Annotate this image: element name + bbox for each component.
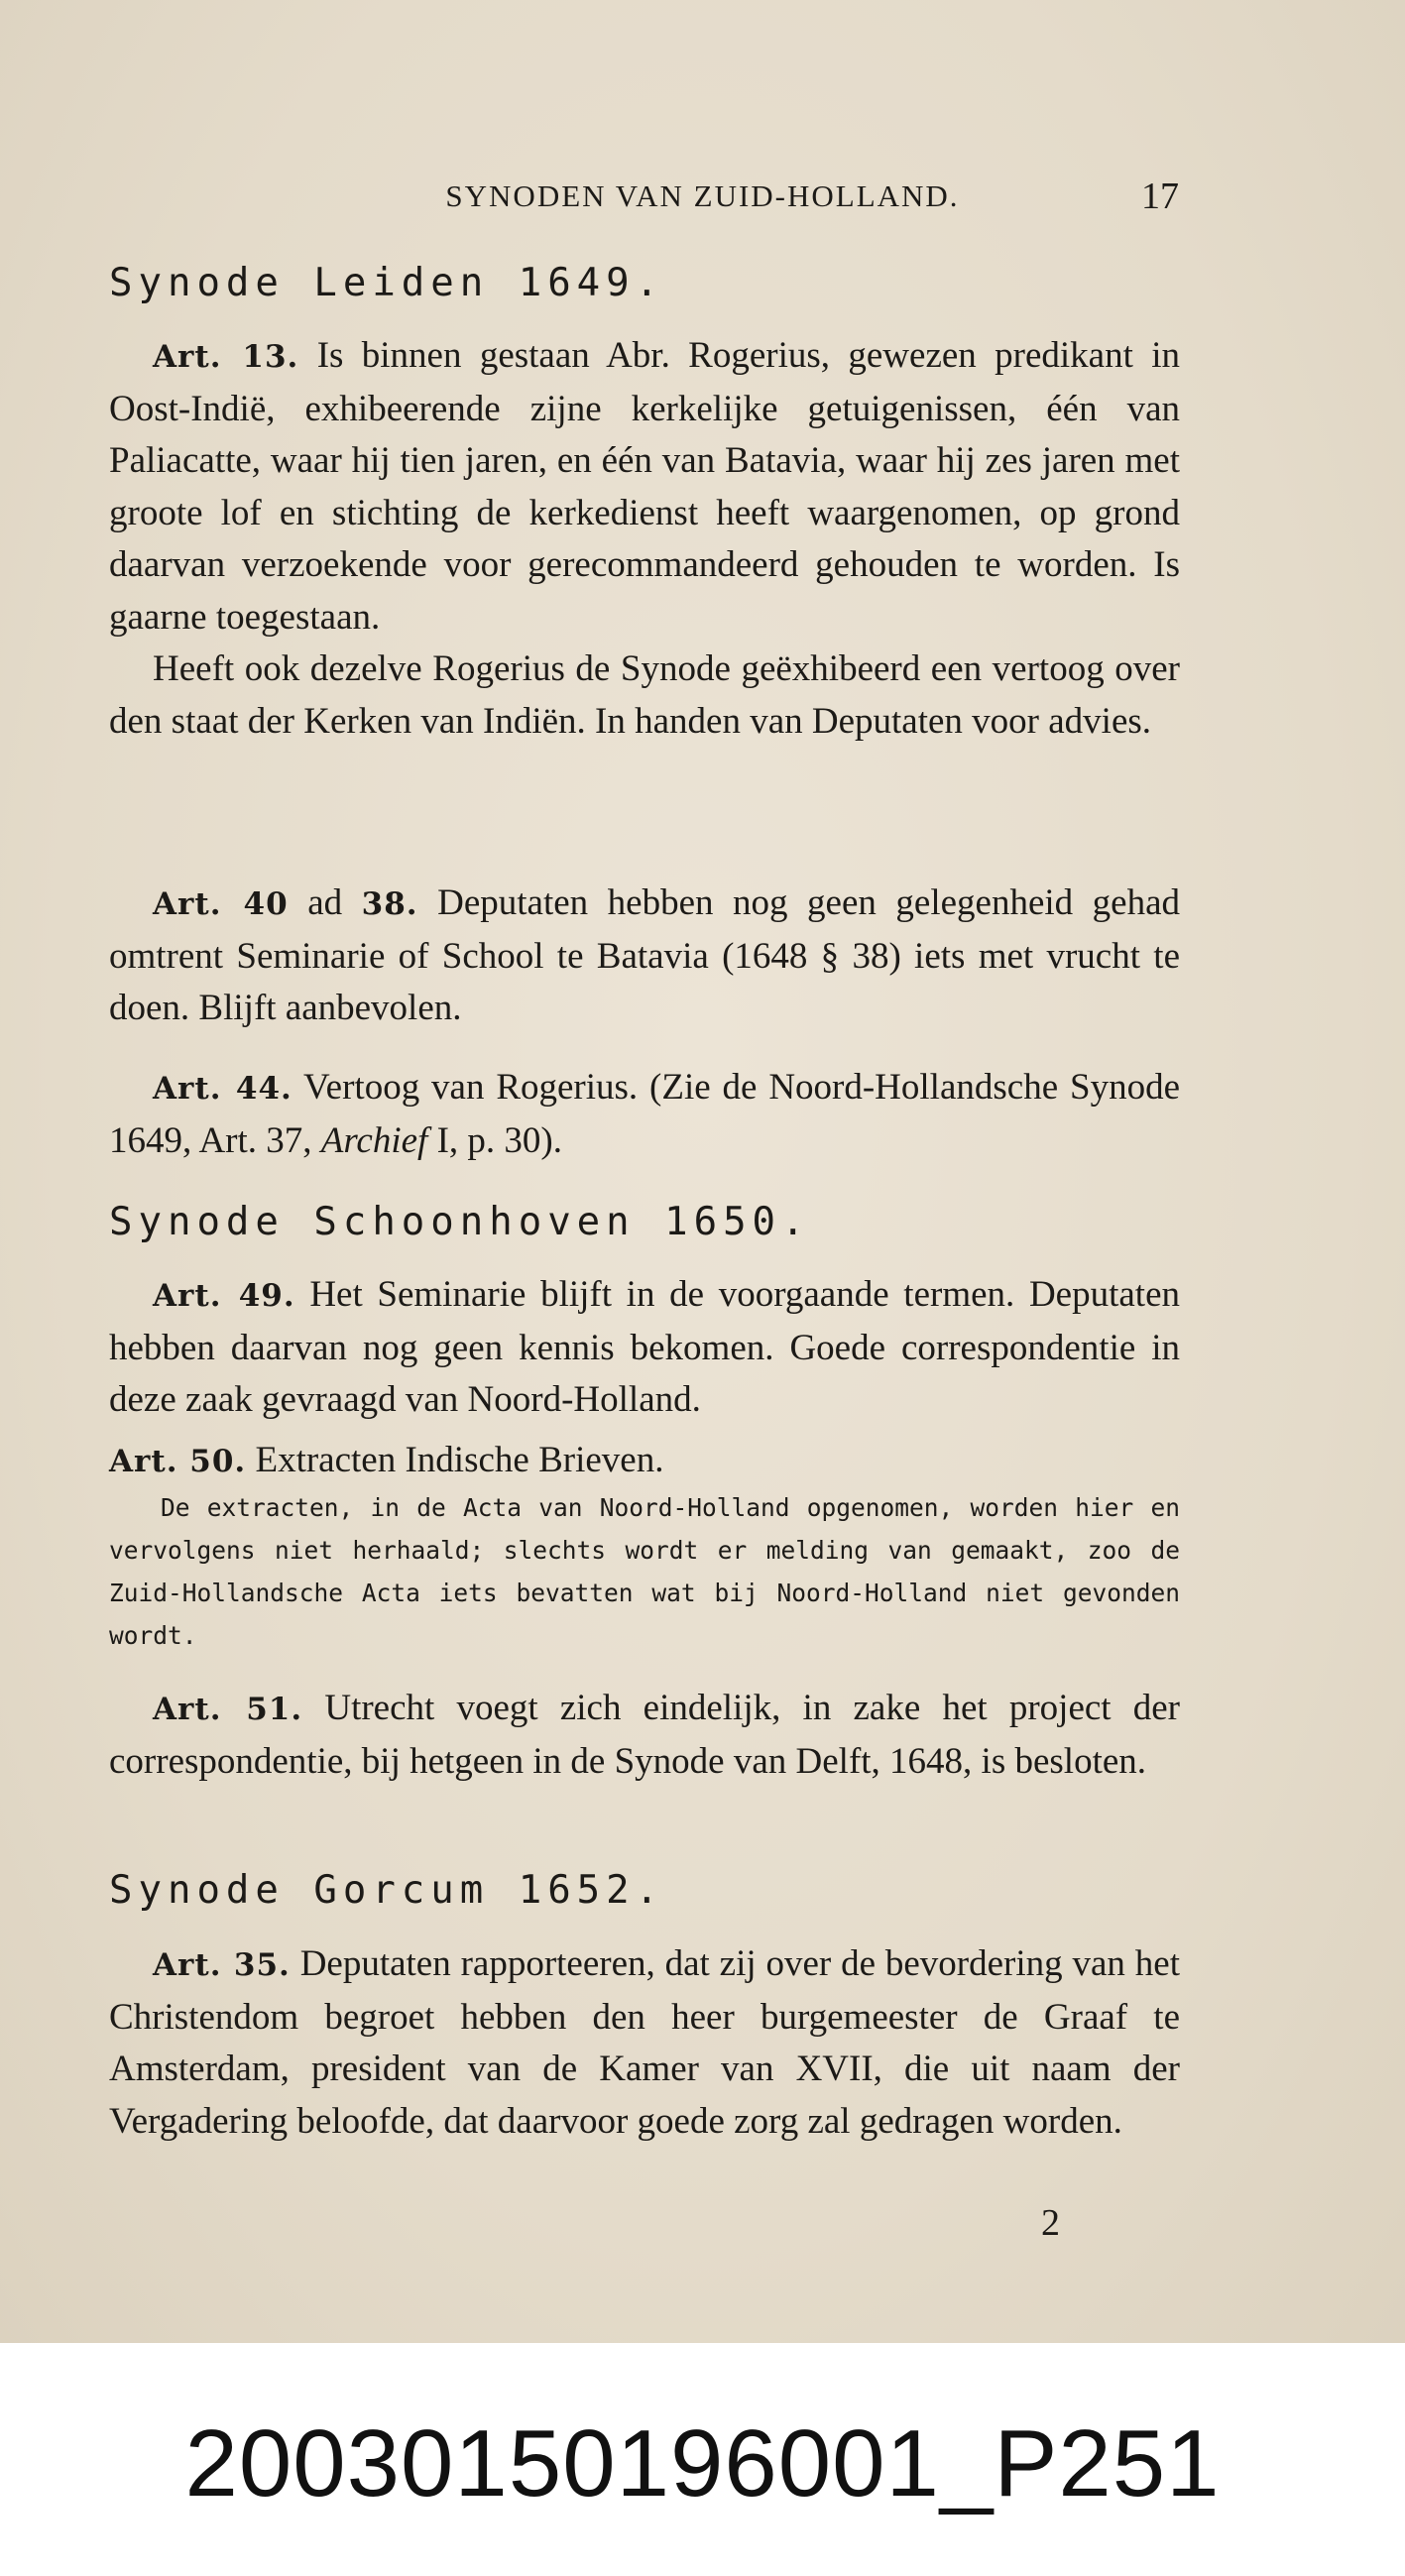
article-label: Art. 50. <box>109 1444 247 1479</box>
article-label: Art. 35. <box>153 1947 291 1983</box>
article-40-paragraph <box>109 878 1180 1035</box>
section-heading-leiden: Synode Leiden 1649. <box>109 261 665 305</box>
article-49 <box>109 1269 1180 1427</box>
article-13-paragraph <box>109 330 1180 644</box>
article-text: Het Seminarie blijft in de voorgaande termen. Deputaten hebben daarvan nog geen kennis bekomen. Goede correspondentie in deze zaak gevraagd van Noord-Holland. <box>109 1274 1180 1420</box>
article-50-paragraph <box>109 1435 1180 1488</box>
article-44 <box>109 1062 1180 1167</box>
scan-identifier: 20030150196001_P251 <box>184 2410 1221 2517</box>
article-text-end: I, p. 30). <box>436 1119 562 1161</box>
article-text: Deputaten rapporteeren, dat zij over de bevordering van het Christendom begroet hebben den heer burgemeester de Graaf te Amsterdam, president van de Kamer van XVII, die uit naam der Vergadering beloofde, dat daarvoor goede zorg zal gedragen worden. <box>109 1943 1180 2142</box>
section-heading-schoonhoven: Synode Schoonhoven 1650. <box>109 1200 811 1244</box>
article-text: Vertoog van Rogerius. (Zie de Noord-Hollandsche Synode 1649, Art. 37, <box>109 1067 1180 1161</box>
article-51-paragraph <box>109 1683 1180 1788</box>
article-label-ref: 38. <box>361 886 418 922</box>
article-text: Utrecht voegt zich eindelijk, in zake het project der correspondentie, bij hetgeen in de Synode van Delft, 1648, is besloten. <box>109 1688 1180 1782</box>
article-40 <box>109 878 1180 1035</box>
article-label: Art. 40 <box>153 886 289 922</box>
running-head: SYNODEN VAN ZUID-HOLLAND. <box>445 178 960 213</box>
article-49-paragraph <box>109 1269 1180 1427</box>
article-35-paragraph <box>109 1938 1180 2148</box>
article-51 <box>109 1683 1180 1788</box>
article-35 <box>109 1938 1180 2148</box>
article-text: Extracten Indische Brieven. <box>255 1440 664 1480</box>
section-heading-gorcum: Synode Gorcum 1652. <box>109 1868 665 1913</box>
article-label: Art. 44. <box>153 1071 293 1107</box>
article-13-continuation: Heeft ook dezelve Rogerius de Synode geëxhibeerd een vertoog over den staat der Kerken van Indiën. In handen van Deputaten voor advies. <box>109 648 1180 742</box>
article-label: Art. 49. <box>153 1278 295 1314</box>
article-label-ad: ad <box>307 882 343 923</box>
signature-mark: 2 <box>1041 2202 1060 2244</box>
article-13 <box>109 330 1180 748</box>
article-label: Art. 51. <box>153 1692 303 1727</box>
article-44-paragraph <box>109 1062 1180 1167</box>
page-number: 17 <box>1141 176 1179 217</box>
article-50 <box>109 1435 1180 1657</box>
archief-reference: Archief <box>320 1119 428 1161</box>
editorial-note: De extracten, in de Acta van Noord-Holland opgenomen, worden hier en vervolgens niet herhaald; slechts wordt er melding van gemaakt, zoo de Zuid-Hollandsche Acta iets bevatten wat bij Noord-Holland niet gevonden wordt. <box>109 1492 1180 1650</box>
article-text: Is binnen gestaan Abr. Rogerius, gewezen predikant in Oost-Indië, exhibeerende zijne kerkelijke getuigenissen, één van Paliacatte, waar hij tien jaren, en één van Batavia, waar hij zes jaren met groote lof en stichting de kerkedienst heeft waargenomen, op grond daarvan verzoekende voor gerecommandeerd gehouden te worden. Is gaarne toegestaan. <box>109 335 1180 638</box>
article-label: Art. 13. <box>153 339 299 375</box>
article-text: Deputaten hebben nog geen gelegenheid gehad omtrent Seminarie of School te Batavia (1648 § 38) iets met vrucht te doen. Blijft aanbevolen. <box>109 882 1181 1028</box>
